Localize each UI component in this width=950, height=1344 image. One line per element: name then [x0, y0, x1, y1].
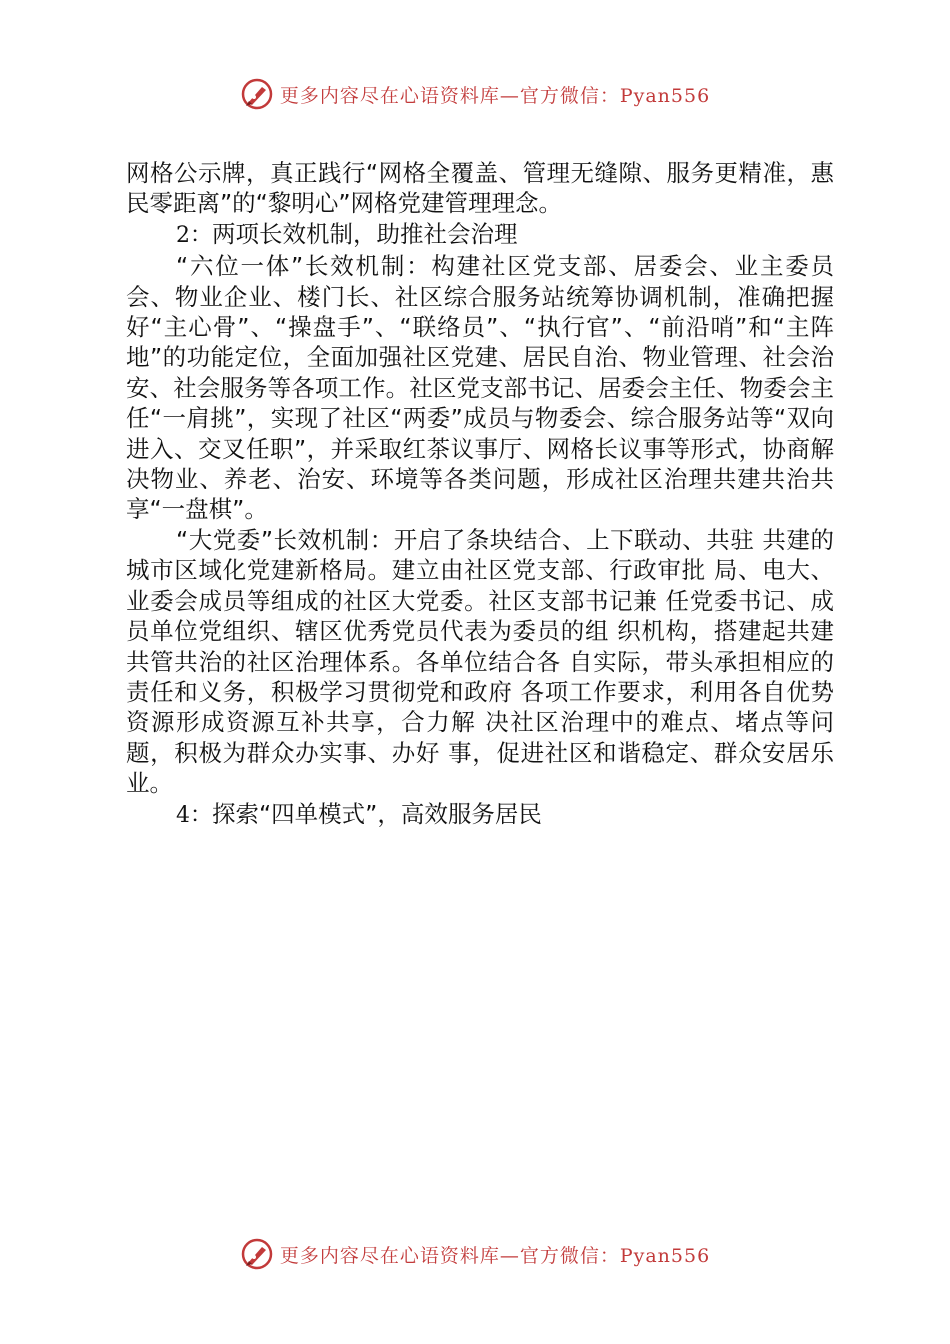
- section-heading-2: [126, 219, 834, 251]
- header-watermark-banner: [0, 72, 950, 116]
- pen-logo-icon: [240, 1237, 274, 1271]
- paragraph-big-party-committee: “大党委”长效机制：开启了条块结合、上下联动、共驻 共建的城市区域化党建新格局。建立由社区党支部、行政审批 局、电大、业委会成员等组成的社区大党委。社区支部书记兼 任党委书记、成员单位党组织、辖区优秀党员代表为委员的组 织机构，搭建起共建共管共治的社区治理体系。各单位结合各 自实际，带头承担相应的责任和义务，积极学习贯彻党和政府 各项工作要求，利用各自优势资源形成资源互补共享，合力解 决社区治理中的难点、堵点等问题，积极为群众办实事、办好 事，促进社区和谐稳定、群众安居乐业。: [126, 525, 834, 798]
- section-heading-text: 探索“四单模式”，高效服务居民: [212, 799, 542, 828]
- document-body: [126, 158, 834, 831]
- section-number: 4：: [176, 802, 212, 828]
- footer-watermark-text: 更多内容尽在心语资料库—官方微信：Pyan556: [279, 1244, 711, 1267]
- paragraph-six-in-one: “六位一体”长效机制：构建社区党支部、居委会、业主委员会、物业企业、楼门长、社区综合服务站统筹协调机制，准确把握好“主心骨”、“操盘手”、“联络员”、“执行官”、“前沿哨”和“主阵地”的功能定位，全面加强社区党建、居民自治、物业管理、社会治安、社会服务等各项工作。社区党支部书记、居委会主任、物委会主任“一肩挑”，实现了社区“两委”成员与物委会、综合服务站等“双向进入、交叉任职”，并采取红茶议事厅、网格长议事等形式，协商解决物业、养老、治安、环境等各类问题，形成社区治理共建共治共享“一盘棋”。: [126, 252, 834, 524]
- section-heading-4: [126, 799, 834, 831]
- header-watermark-text: 更多内容尽在心语资料库—官方微信：Pyan556: [279, 84, 711, 107]
- paragraph-continuation: 网格公示牌，真正践行“网格全覆盖、管理无缝隙、服务更精准，惠民零距离”的“黎明心”网格党建管理理念。: [126, 159, 834, 218]
- pen-logo-icon: [240, 77, 274, 111]
- section-number: 2：: [176, 222, 212, 248]
- footer-watermark-banner: [0, 1232, 950, 1276]
- section-heading-text: 两项长效机制，助推社会治理: [212, 219, 518, 248]
